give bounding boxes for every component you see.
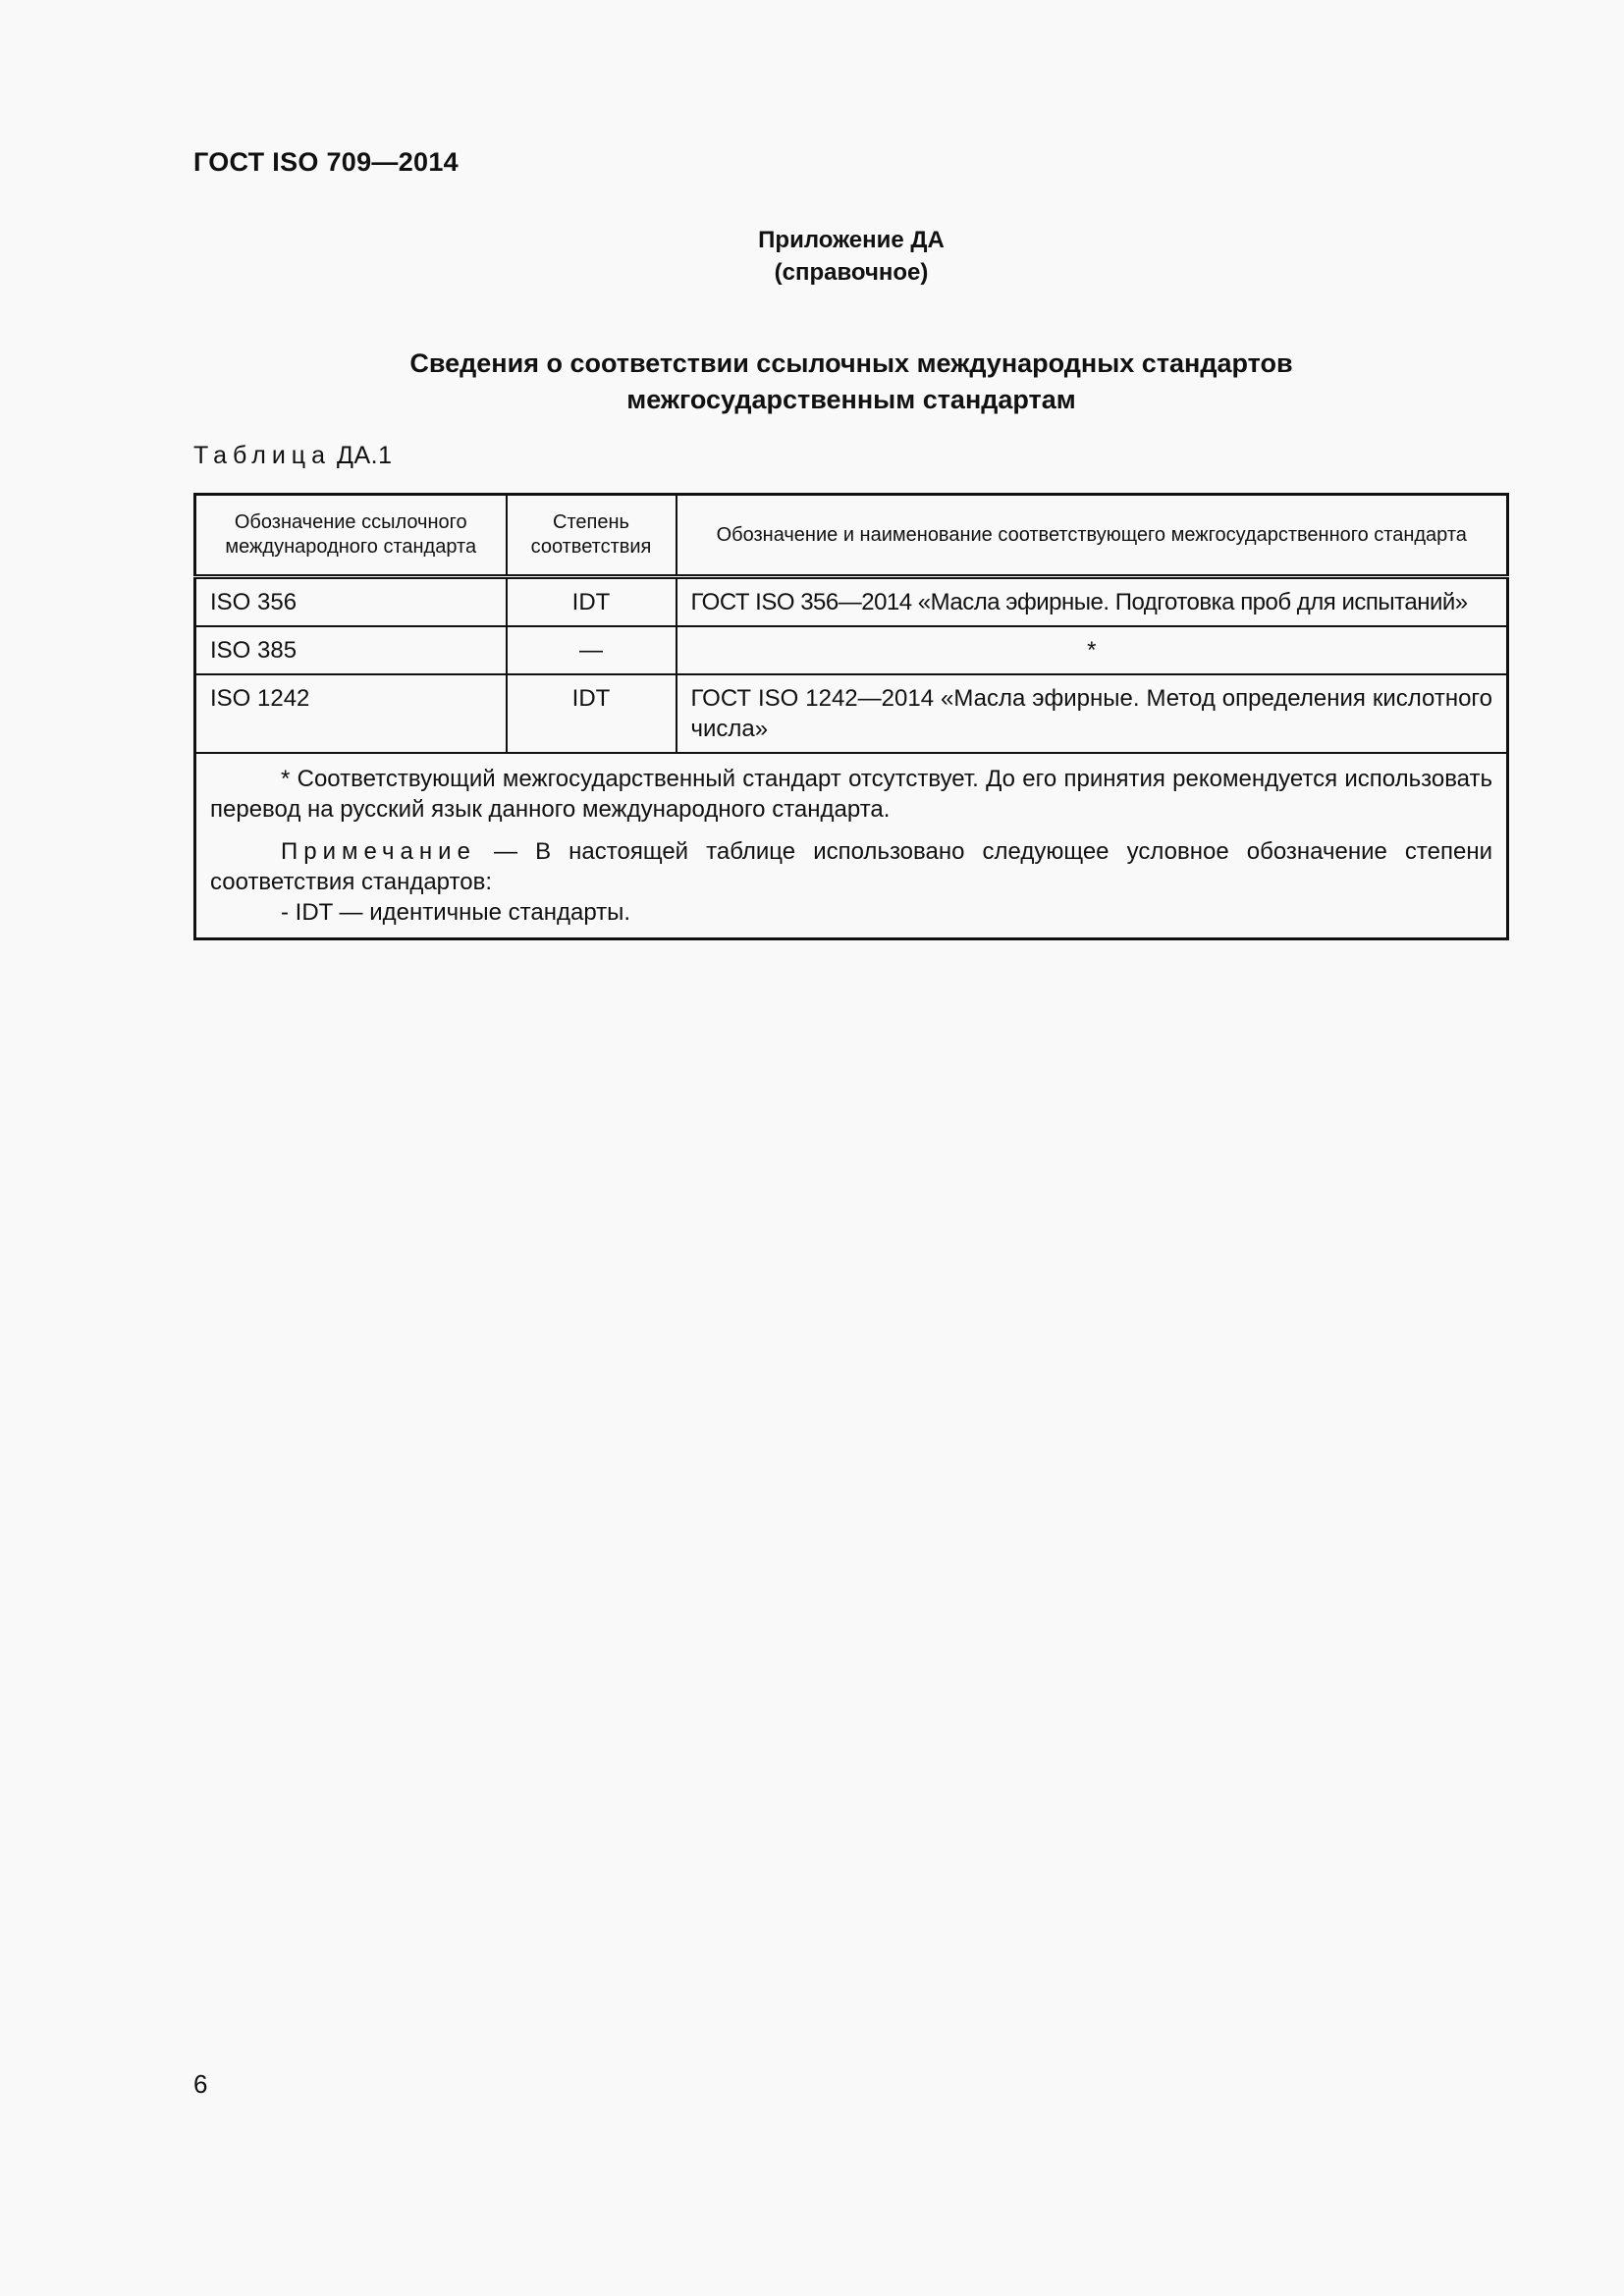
standards-correspondence-table — [193, 493, 1509, 940]
table-caption — [193, 442, 393, 470]
cell-national: * — [677, 626, 1508, 674]
table-footnote-cell — [195, 753, 1508, 939]
table-caption-number: ДА.1 — [337, 442, 393, 469]
note-paragraph — [210, 836, 1492, 928]
footnote-text: * Соответствующий межгосударственный стандарт отсутствует. До его принятия рекомендуется использовать перевод на русский язык данного международного стандарта. — [210, 766, 1492, 823]
note-label: Примечание — [281, 838, 476, 865]
cell-national: ГОСТ ISO 356—2014 «Масла эфирные. Подготовка проб для испытаний» — [677, 577, 1508, 627]
cell-reference: ISO 1242 — [195, 674, 507, 753]
column-header-national: Обозначение и наименование соответствующего межгосударственного стандарта — [677, 495, 1508, 577]
cell-national: ГОСТ ISO 1242—2014 «Масла эфирные. Метод определения кислотного числа» — [677, 674, 1508, 753]
annex-heading — [193, 224, 1509, 289]
section-title-line-2: межгосударственным стандартам — [626, 385, 1076, 414]
table-row — [195, 626, 1508, 674]
section-title — [193, 346, 1509, 418]
document-code: ГОСТ ISO 709—2014 — [193, 147, 459, 177]
table-caption-label: Таблица — [193, 442, 332, 469]
page-number: 6 — [193, 2069, 208, 2099]
note-list-item: - IDT — идентичные стандарты. — [281, 899, 631, 926]
annex-title: Приложение ДА — [758, 227, 945, 253]
column-header-degree: Степень соответствия — [507, 495, 677, 577]
cell-degree: IDT — [507, 674, 677, 753]
column-header-reference: Обозначение ссылочного международного стандарта — [195, 495, 507, 577]
section-title-line-1: Сведения о соответствии ссылочных международных стандартов — [409, 348, 1293, 378]
cell-degree: — — [507, 626, 677, 674]
cell-degree: IDT — [507, 577, 677, 627]
table-row — [195, 674, 1508, 753]
table-footnote-row — [195, 753, 1508, 939]
cell-reference: ISO 356 — [195, 577, 507, 627]
annex-kind: (справочное) — [774, 259, 929, 286]
table-row — [195, 577, 1508, 627]
cell-reference: ISO 385 — [195, 626, 507, 674]
note-text: — В настоящей таблице использовано следующее условное обозначение степени соответствия стандартов: — [210, 838, 1493, 895]
table-header-row — [195, 495, 1508, 577]
